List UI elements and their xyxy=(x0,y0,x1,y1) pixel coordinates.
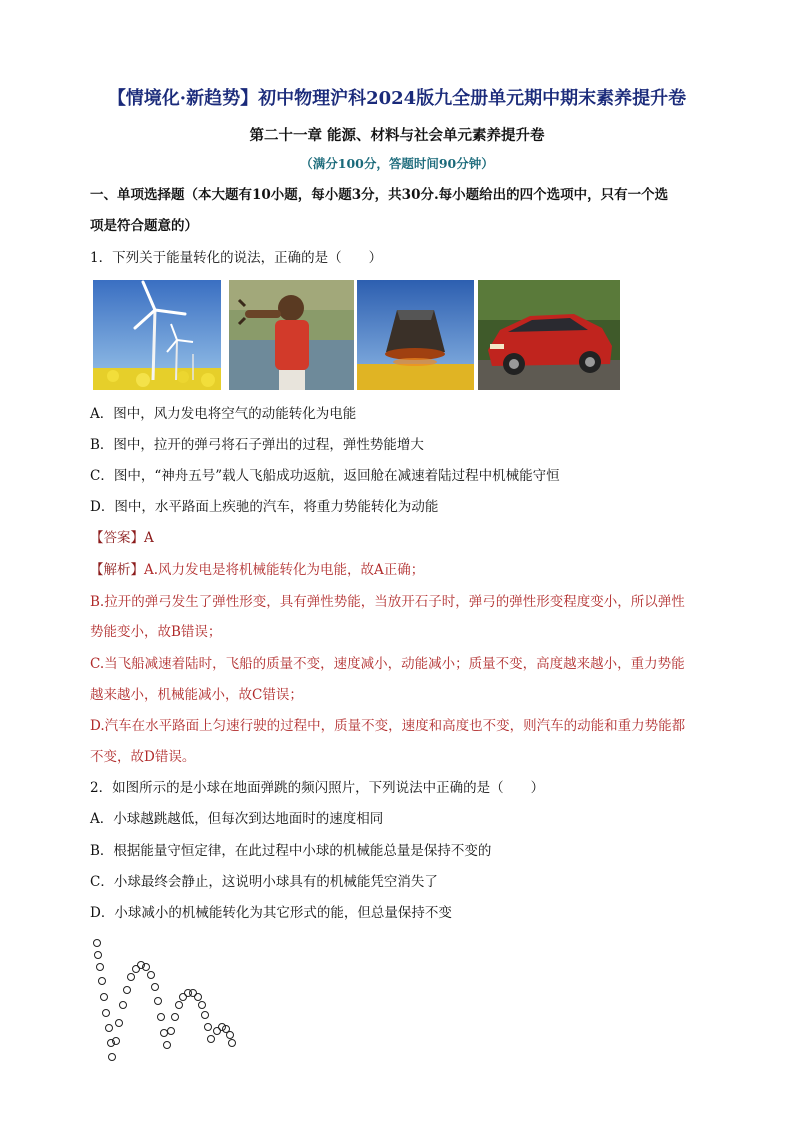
answer-value: A xyxy=(144,530,154,546)
question-1-option-a: A．图中，风力发电将空气的动能转化为电能 xyxy=(90,406,357,422)
question-1-analysis-line6: D.汽车在水平路面上匀速行驶的过程中，质量不变，速度和高度也不变，则汽车的动能和重力势能都 xyxy=(90,718,686,734)
question-2-stem: 2．如图所示的是小球在地面弹跳的频闪照片，下列说法中正确的是（ ） xyxy=(90,780,545,796)
question-1-analysis-line5: 越来越小，机械能减小，故C错误； xyxy=(90,687,303,703)
slingshot-boy-photo xyxy=(229,280,354,390)
question-1-answer xyxy=(90,528,710,548)
wind-turbines-photo xyxy=(93,280,221,390)
question-1-analysis-line3: 势能变小，故B错误； xyxy=(90,624,222,640)
section-heading-line2: 项是符合题意的） xyxy=(90,218,198,234)
bouncing-ball-strobe-photo xyxy=(85,935,245,1070)
question-1-analysis-line2: B.拉开的弹弓发生了弹性形变，具有弹性势能，当放开石子时，弹弓的弹性形变程度变小，所以弹性 xyxy=(90,594,685,610)
question-1-analysis-line4: C.当飞船减速着陆时，飞船的质量不变，速度减小，动能减小；质量不变，高度越来越小，重力势能 xyxy=(90,656,685,672)
question-2-option-c: C．小球最终会静止，这说明小球具有的机械能凭空消失了 xyxy=(90,874,438,890)
return-capsule-photo xyxy=(357,280,474,390)
question-2-option-a: A．小球越跳越低，但每次到达地面时的速度相同 xyxy=(90,811,384,827)
score-time-info: （满分100分，答题时间90分钟） xyxy=(300,156,494,171)
question-1-option-b: B．图中，拉开的弹弓将石子弹出的过程，弹性势能增大 xyxy=(90,437,424,453)
question-1-analysis-line7: 不变，故D错误。 xyxy=(90,749,196,765)
question-1-option-c: C．图中，“神舟五号”载人飞船成功返航，返回舱在减速着陆过程中机械能守恒 xyxy=(90,468,560,484)
answer-label: 【答案】 xyxy=(90,530,144,546)
analysis-text: A.风力发电是将机械能转化为电能，故A正确； xyxy=(144,562,425,578)
question-1-option-d: D．图中，水平路面上疾驰的汽车，将重力势能转化为动能 xyxy=(90,499,439,515)
red-car-photo xyxy=(478,280,620,390)
question-1-stem: 1．下列关于能量转化的说法，正确的是（ ） xyxy=(90,250,383,266)
section-heading-line1: 一、单项选择题（本大题有10小题，每小题3分，共30分.每小题给出的四个选项中，只有一个选 xyxy=(90,187,669,203)
question-2-option-b: B．根据能量守恒定律，在此过程中小球的机械能总量是保持不变的 xyxy=(90,843,492,859)
question-1-analysis-line1 xyxy=(90,560,710,580)
question-1-images xyxy=(93,280,623,390)
question-2-option-d: D．小球减小的机械能转化为其它形式的能，但总量保持不变 xyxy=(90,905,452,921)
exam-title: 【情境化·新趋势】初中物理沪科2024版九全册单元期中期末素养提升卷 xyxy=(107,88,687,109)
analysis-label: 【解析】 xyxy=(90,562,144,578)
chapter-subtitle: 第二十一章 能源、材料与社会单元素养提升卷 xyxy=(249,127,545,144)
